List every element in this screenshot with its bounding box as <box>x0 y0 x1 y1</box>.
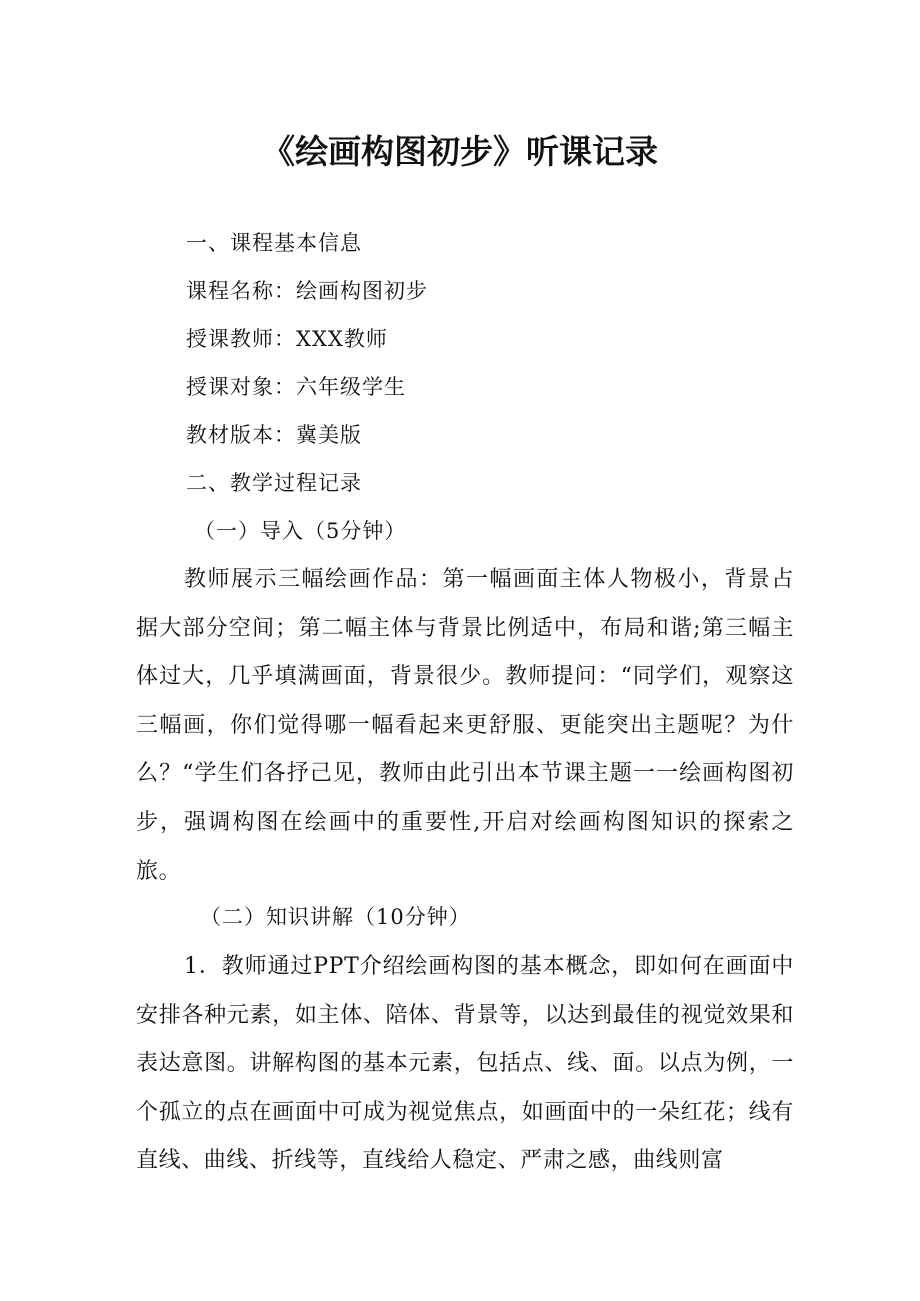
section-heading-teaching-process: 二、教学过程记录 <box>186 471 362 495</box>
course-name-line: 课程名称：绘画构图初步 <box>186 279 428 303</box>
textbook-line: 教材版本：冀美版 <box>186 423 362 447</box>
part-heading-knowledge: （二）知识讲解（10分钟） <box>200 905 471 929</box>
document-title: 《绘画构图初步》听课记录 <box>262 132 658 171</box>
part-heading-intro: （一）导入（5分钟） <box>194 519 407 543</box>
teacher-line: 授课教师：XXX教师 <box>186 327 388 351</box>
knowledge-paragraph: 1．教师通过PPT介绍绘画构图的基本概念，即如何在画面中安排各种元素，如主体、陪体、背景等，以达到最佳的视觉效果和表达意图。讲解构图的基本元素，包括点、线、面。以点为例，一个孤立的点在画面中可成为视觉焦点，如画面中的一朵红花；线有直线、曲线、折线等，直线给人稳定、严肃之感，曲线则富 <box>136 954 794 1174</box>
section-heading-basic-info: 一、课程基本信息 <box>186 231 362 255</box>
intro-paragraph: 教师展示三幅绘画作品：第一幅画面主体人物极小，背景占据大部分空间；第二幅主体与背景比例适中，布局和谐;第三幅主体过大，几乎填满画面，背景很少。教师提问：“同学们，观察这三幅画，你们觉得哪一幅看起来更舒服、更能突出主题呢？为什么？“学生们各抒己见，教师由此引出本节课主题一一绘画构图初步，强调构图在绘画中的重要性,开启对绘画构图知识的探索之旅。 <box>136 567 794 884</box>
audience-line: 授课对象：六年级学生 <box>186 375 406 399</box>
